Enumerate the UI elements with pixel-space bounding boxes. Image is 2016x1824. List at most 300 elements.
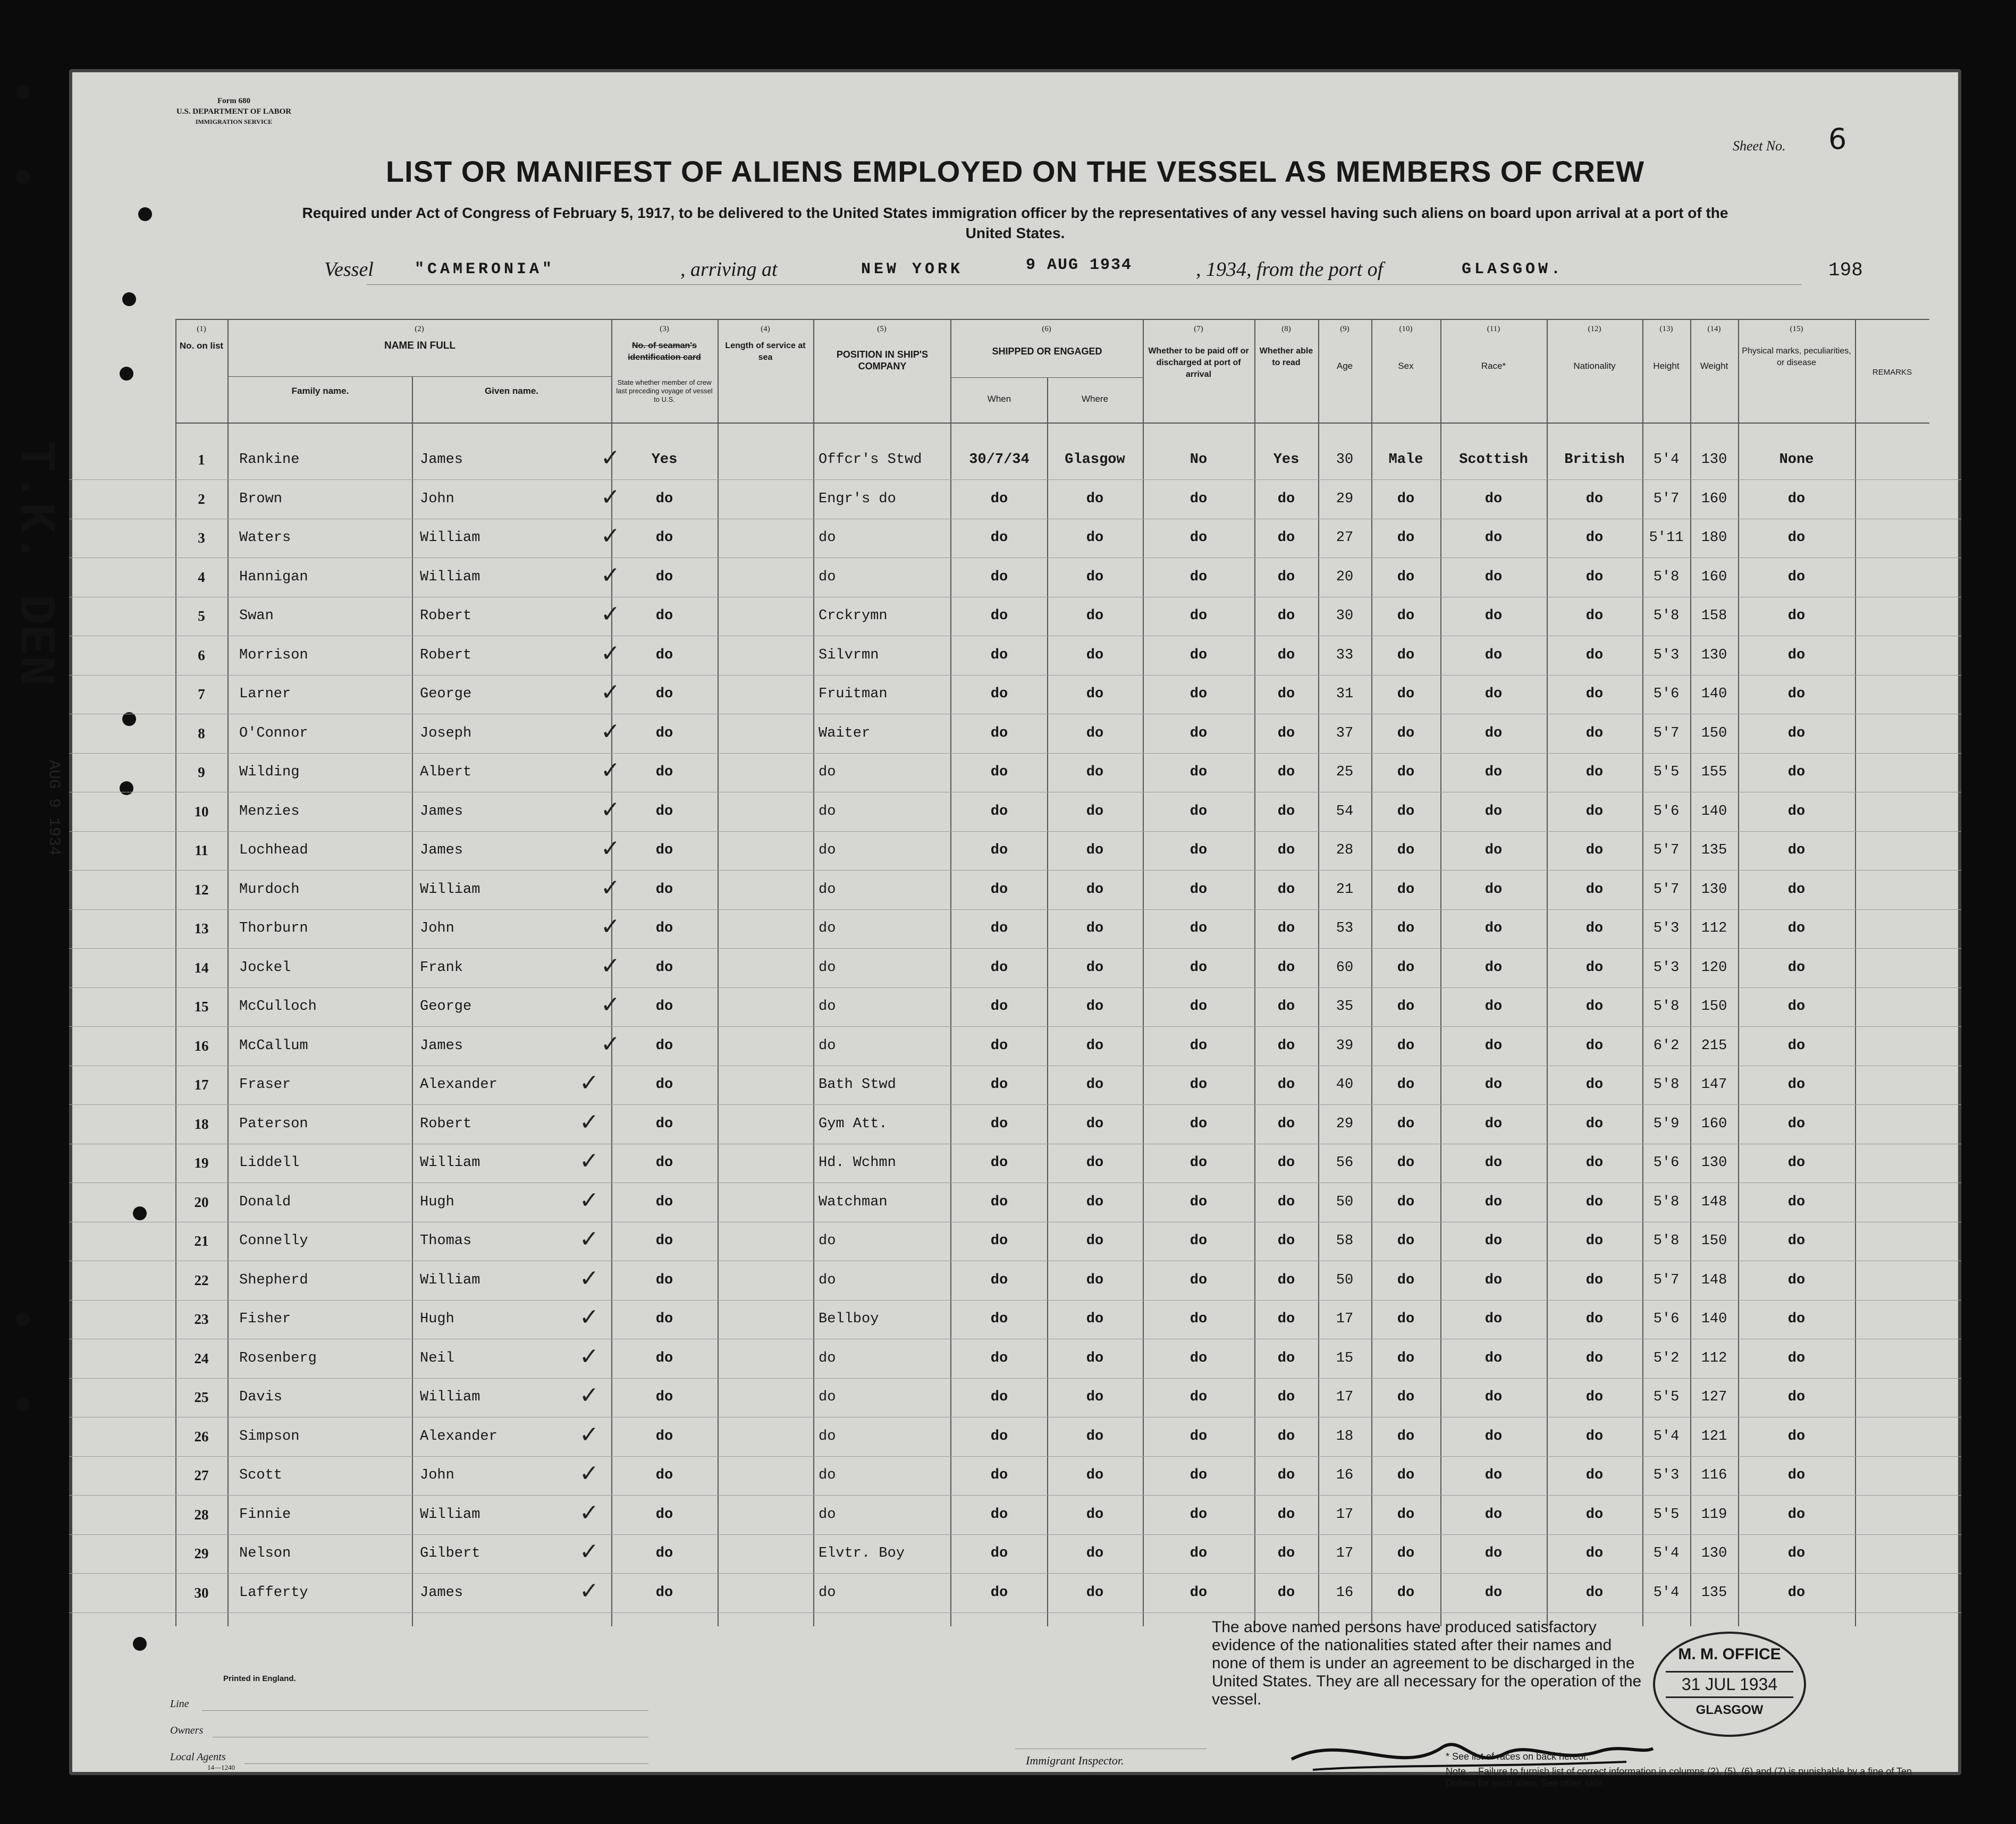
cell-height: 5'7 — [1653, 1272, 1680, 1288]
cell-race: do — [1484, 686, 1503, 702]
cell-race: do — [1484, 1077, 1503, 1093]
cell-race: do — [1484, 1506, 1503, 1523]
cell-race: do — [1484, 1233, 1503, 1249]
cell-position: Crckrymn — [819, 608, 888, 624]
cell-race: do — [1484, 608, 1503, 624]
cell-weight: 130 — [1701, 452, 1727, 468]
cell-member: do — [655, 1506, 673, 1523]
cell-position: do — [819, 842, 836, 858]
cell-paid: do — [1190, 725, 1208, 741]
cell-height: 5'3 — [1653, 921, 1680, 936]
cell-when: do — [990, 647, 1008, 663]
vessel-name: "CAMERONIA" — [415, 260, 555, 278]
cell-family: Lafferty — [239, 1584, 308, 1601]
cell-when: do — [990, 1077, 1008, 1093]
checkmark-icon: ✓ — [579, 1538, 599, 1565]
cell-family: Nelson — [239, 1546, 291, 1561]
cell-sex: do — [1397, 1233, 1415, 1249]
document-title: LIST OR MANIFEST OF ALIENS EMPLOYED ON THE VESSEL AS MEMBERS OF CREW — [385, 155, 1645, 188]
cell-paid: do — [1190, 1584, 1208, 1601]
cell-read: do — [1277, 1037, 1295, 1054]
checkmark-icon: ✓ — [579, 1577, 599, 1605]
cell-weight: 112 — [1701, 1350, 1727, 1366]
cell-family: Wilding — [239, 764, 300, 780]
cell-weight: 140 — [1701, 1311, 1727, 1327]
cell-family: Hannigan — [239, 569, 308, 585]
cell-read: do — [1277, 647, 1295, 663]
cell-read: do — [1277, 608, 1295, 624]
cell-nat: do — [1585, 803, 1604, 820]
cell-paid: do — [1190, 1116, 1208, 1132]
cell-where: do — [1086, 608, 1104, 624]
cell-sex: do — [1397, 1077, 1415, 1093]
cell-given: Hugh — [420, 1194, 454, 1210]
cell-given: William — [420, 530, 480, 546]
cell-given: Hugh — [420, 1311, 454, 1327]
cell-position: do — [819, 1584, 836, 1601]
cell-race: Scottish — [1459, 452, 1528, 468]
sheet-number: 6 — [1828, 122, 1847, 156]
cell-marks: do — [1787, 725, 1806, 741]
cell-read: do — [1277, 725, 1295, 741]
cell-age: 50 — [1336, 1194, 1354, 1210]
cell-family: Waters — [239, 530, 291, 546]
cell-sex: do — [1397, 842, 1415, 858]
cell-nat: do — [1585, 1155, 1604, 1171]
cell-member: do — [655, 1546, 673, 1561]
cell-when: do — [990, 842, 1008, 858]
cell-position: do — [819, 1233, 836, 1249]
stamp-date: 31 JUL 1934 — [1666, 1671, 1793, 1698]
cell-race: do — [1484, 725, 1503, 741]
cell-given: Thomas — [420, 1233, 472, 1249]
cell-nat: do — [1585, 1037, 1604, 1054]
cell-marks: do — [1787, 1428, 1806, 1445]
cell-weight: 127 — [1701, 1389, 1727, 1405]
cell-race: do — [1484, 1389, 1503, 1405]
cell-race: do — [1484, 881, 1503, 898]
checkmark-icon: ✓ — [601, 522, 620, 550]
row-rule — [69, 753, 1961, 754]
col-name-in-full: NAME IN FULL — [384, 340, 456, 351]
cell-paid: do — [1190, 1037, 1208, 1054]
cell-sex: do — [1397, 1194, 1415, 1210]
col-physical: Physical marks, peculiarities, or disease — [1742, 347, 1851, 367]
cell-read: do — [1277, 1116, 1295, 1132]
cell-given: William — [420, 569, 480, 585]
cell-where: do — [1086, 1428, 1104, 1445]
cell-family: Shepherd — [239, 1272, 308, 1288]
cell-marks: do — [1787, 1584, 1806, 1601]
checkmark-icon: ✓ — [601, 835, 620, 862]
col-where: Where — [1081, 394, 1109, 404]
cell-given: James — [420, 803, 463, 820]
cell-age: 17 — [1336, 1506, 1354, 1523]
binder-hole — [16, 1398, 30, 1412]
cell-nat: do — [1585, 999, 1604, 1015]
checkmark-icon: ✓ — [601, 796, 620, 823]
cell-weight: 121 — [1701, 1428, 1727, 1445]
cell-nat: do — [1585, 647, 1604, 663]
cell-read: do — [1277, 803, 1295, 820]
cell-nat: do — [1585, 1116, 1604, 1132]
cell-when: do — [990, 803, 1008, 820]
cell-height: 5'3 — [1653, 959, 1680, 976]
punch-hole — [120, 781, 133, 795]
cell-paid: do — [1190, 1077, 1208, 1093]
cell-age: 17 — [1336, 1311, 1354, 1327]
cell-age: 25 — [1336, 764, 1354, 780]
office-stamp — [1653, 1632, 1806, 1737]
cell-no: 14 — [194, 959, 209, 976]
cell-position: Watchman — [819, 1194, 888, 1210]
cell-age: 18 — [1336, 1428, 1354, 1445]
cell-position: Gym Att. — [819, 1116, 888, 1132]
cell-age: 53 — [1336, 921, 1354, 936]
cell-family: McCallum — [239, 1037, 308, 1054]
checkmark-icon: ✓ — [601, 874, 620, 901]
cell-given: Gilbert — [420, 1546, 480, 1561]
col-num: (2) — [415, 325, 424, 333]
row-rule — [69, 1026, 1961, 1027]
cell-sex: Male — [1388, 452, 1423, 468]
cell-paid: do — [1190, 569, 1208, 585]
cell-sex: do — [1397, 1155, 1415, 1171]
col-when: When — [987, 394, 1011, 404]
cell-read: do — [1277, 881, 1295, 898]
cell-height: 5'3 — [1653, 1467, 1680, 1483]
cell-height: 5'4 — [1653, 1584, 1680, 1601]
cell-no: 30 — [194, 1584, 209, 1601]
cell-height: 5'6 — [1653, 1311, 1680, 1327]
cell-race: do — [1484, 1194, 1503, 1210]
cell-race: do — [1484, 1037, 1503, 1054]
cell-no: 3 — [198, 530, 205, 546]
cell-sex: do — [1397, 959, 1415, 976]
cell-position: do — [819, 1037, 836, 1054]
checkmark-icon: ✓ — [601, 679, 620, 706]
cell-when: do — [990, 1506, 1008, 1523]
cell-where: do — [1086, 1389, 1104, 1405]
cell-read: do — [1277, 1233, 1295, 1249]
col-num: (12) — [1588, 325, 1601, 333]
col-num: (5) — [877, 325, 887, 333]
cell-paid: do — [1190, 1506, 1208, 1523]
departure-port: GLASGOW. — [1462, 260, 1564, 278]
cell-given: George — [420, 999, 472, 1015]
cell-height: 5'6 — [1653, 803, 1680, 820]
col-paid-off: Whether to be paid off or discharged at port of arrival — [1148, 347, 1249, 379]
cell-family: Connelly — [239, 1233, 308, 1249]
cell-weight: 150 — [1701, 725, 1727, 741]
col-weight: Weight — [1700, 361, 1728, 371]
cell-member: Yes — [651, 452, 678, 468]
cell-no: 20 — [194, 1194, 209, 1210]
cell-age: 20 — [1336, 569, 1354, 585]
cell-race: do — [1484, 959, 1503, 976]
cell-weight: 215 — [1701, 1037, 1727, 1054]
cell-read: do — [1277, 959, 1295, 976]
row-rule — [69, 1378, 1961, 1379]
cell-age: 40 — [1336, 1077, 1354, 1093]
cell-read: do — [1277, 1506, 1295, 1523]
binder-hole — [16, 170, 30, 184]
cell-race: do — [1484, 1546, 1503, 1561]
cell-where: do — [1086, 725, 1104, 741]
cell-age: 29 — [1336, 1116, 1354, 1132]
cell-height: 5'5 — [1653, 1506, 1680, 1523]
cell-position: do — [819, 921, 836, 936]
cell-position: Hd. Wchmn — [819, 1155, 896, 1171]
cell-race: do — [1484, 1155, 1503, 1171]
cell-marks: do — [1787, 803, 1806, 820]
cell-nat: do — [1585, 959, 1604, 976]
row-rule — [69, 1573, 1961, 1574]
cell-no: 24 — [194, 1350, 209, 1366]
cell-height: 5'8 — [1653, 1077, 1680, 1093]
cell-position: do — [819, 1350, 836, 1366]
cell-sex: do — [1397, 1311, 1415, 1327]
cell-no: 27 — [194, 1467, 209, 1483]
cell-position: do — [819, 1467, 836, 1483]
inspector-label: Immigrant Inspector. — [1026, 1754, 1124, 1767]
col-num: (1) — [197, 325, 206, 333]
col-given-name: Given name. — [484, 386, 539, 396]
cell-height: 5'8 — [1653, 999, 1680, 1015]
checkmark-icon: ✓ — [579, 1147, 599, 1175]
cell-sex: do — [1397, 1037, 1415, 1054]
cell-family: Murdoch — [239, 881, 300, 898]
cell-race: do — [1484, 1311, 1503, 1327]
checkmark-icon: ✓ — [579, 1108, 599, 1136]
cell-weight: 130 — [1701, 647, 1727, 663]
cell-nat: do — [1585, 491, 1604, 507]
row-rule — [69, 479, 1961, 480]
cell-where: do — [1086, 999, 1104, 1015]
cell-read: do — [1277, 530, 1295, 546]
year-label: , 1934, from the port of — [1196, 258, 1384, 281]
cell-age: 21 — [1336, 881, 1354, 898]
cell-sex: do — [1397, 1272, 1415, 1288]
cell-family: Jockel — [239, 959, 291, 976]
cell-sex: do — [1397, 764, 1415, 780]
checkmark-icon: ✓ — [579, 1499, 599, 1526]
cell-height: 5'7 — [1653, 491, 1680, 507]
cell-weight: 119 — [1701, 1506, 1727, 1523]
col-num: (6) — [1042, 325, 1051, 333]
cell-member: do — [655, 1584, 673, 1601]
cell-when: do — [990, 1233, 1008, 1249]
cell-family: Lochhead — [239, 842, 308, 858]
cell-position: Waiter — [819, 725, 871, 741]
cell-no: 23 — [194, 1311, 209, 1327]
col-num: (4) — [761, 325, 770, 333]
cell-no: 2 — [198, 491, 205, 507]
cell-weight: 158 — [1701, 608, 1727, 624]
cell-race: do — [1484, 569, 1503, 585]
cell-family: Menzies — [239, 803, 300, 820]
cell-when: do — [990, 569, 1008, 585]
col-nationality: Nationality — [1573, 361, 1616, 371]
cell-member: do — [655, 803, 673, 820]
cell-height: 5'5 — [1653, 764, 1680, 780]
col-shipped: SHIPPED OR ENGAGED — [992, 346, 1102, 357]
line-label: Line — [170, 1698, 189, 1710]
cell-member: do — [655, 1194, 673, 1210]
cell-marks: do — [1787, 1506, 1806, 1523]
cell-nat: do — [1585, 1467, 1604, 1483]
cell-given: Alexander — [420, 1077, 497, 1093]
cell-weight: 150 — [1701, 999, 1727, 1015]
cell-position: do — [819, 1272, 836, 1288]
cell-when: do — [990, 1155, 1008, 1171]
cell-age: 16 — [1336, 1584, 1354, 1601]
cell-age: 50 — [1336, 1272, 1354, 1288]
checkmark-icon: ✓ — [601, 991, 620, 1018]
cell-marks: do — [1787, 921, 1806, 936]
cell-sex: do — [1397, 999, 1415, 1015]
cell-read: do — [1277, 764, 1295, 780]
cell-member: do — [655, 491, 673, 507]
cell-sex: do — [1397, 686, 1415, 702]
cell-where: Glasgow — [1065, 452, 1125, 468]
cell-no: 7 — [198, 686, 205, 702]
cell-read: do — [1277, 1350, 1295, 1366]
cell-member: do — [655, 608, 673, 624]
col-num: (14) — [1707, 325, 1721, 333]
cell-family: Paterson — [239, 1116, 308, 1132]
cell-age: 16 — [1336, 1467, 1354, 1483]
cell-given: Neil — [420, 1350, 454, 1366]
cell-weight: 140 — [1701, 803, 1727, 820]
col-sex: Sex — [1398, 361, 1414, 371]
cell-marks: do — [1787, 1077, 1806, 1093]
cell-when: do — [990, 881, 1008, 898]
cell-marks: do — [1787, 764, 1806, 780]
cell-nat: do — [1585, 1272, 1604, 1288]
service: IMMIGRATION SERVICE — [195, 118, 273, 125]
cell-family: Rankine — [239, 452, 300, 468]
printed-in: Printed in England. — [223, 1674, 296, 1683]
cell-sex: do — [1397, 1428, 1415, 1445]
checkmark-icon: ✓ — [601, 952, 620, 979]
cell-nat: do — [1585, 686, 1604, 702]
cell-read: do — [1277, 842, 1295, 858]
cell-read: do — [1277, 1194, 1295, 1210]
cell-height: 5'4 — [1653, 1546, 1680, 1561]
cell-family: Davis — [239, 1389, 283, 1405]
cell-sex: do — [1397, 725, 1415, 741]
cell-height: 5'6 — [1653, 1155, 1680, 1171]
cell-family: Thorburn — [239, 921, 308, 936]
cell-age: 27 — [1336, 530, 1354, 546]
cell-read: do — [1277, 569, 1295, 585]
cell-paid: do — [1190, 686, 1208, 702]
cell-nat: do — [1585, 881, 1604, 898]
cell-when: do — [990, 999, 1008, 1015]
cell-family: Liddell — [239, 1155, 300, 1171]
cell-given: William — [420, 1506, 480, 1523]
cell-marks: do — [1787, 530, 1806, 546]
cell-nat: do — [1585, 530, 1604, 546]
cell-nat: do — [1585, 764, 1604, 780]
cell-member: do — [655, 1077, 673, 1093]
cell-given: Frank — [420, 959, 463, 976]
cell-marks: None — [1779, 452, 1814, 468]
cell-position: do — [819, 1506, 836, 1523]
cell-read: do — [1277, 1272, 1295, 1288]
cell-nat: do — [1585, 725, 1604, 741]
cell-family: Brown — [239, 491, 283, 507]
checkmark-icon: ✓ — [601, 639, 620, 667]
cell-height: 5'6 — [1653, 686, 1680, 702]
cell-marks: do — [1787, 569, 1806, 585]
cell-paid: do — [1190, 764, 1208, 780]
cell-age: 39 — [1336, 1037, 1354, 1054]
cell-where: do — [1086, 1272, 1104, 1288]
cell-race: do — [1484, 999, 1503, 1015]
checkmark-icon: ✓ — [601, 444, 620, 471]
cell-age: 60 — [1336, 959, 1354, 976]
cell-race: do — [1484, 1272, 1503, 1288]
cell-paid: do — [1190, 1155, 1208, 1171]
cell-where: do — [1086, 1037, 1104, 1054]
col-num: (13) — [1659, 325, 1673, 333]
cell-height: 5'11 — [1649, 530, 1684, 546]
cell-member: do — [655, 1467, 673, 1483]
checkmark-icon: ✓ — [601, 601, 620, 628]
checkmark-icon: ✓ — [601, 913, 620, 940]
row-rule — [69, 1612, 1961, 1613]
cell-paid: do — [1190, 1233, 1208, 1249]
cell-marks: do — [1787, 1194, 1806, 1210]
margin-stamp — [6, 441, 64, 686]
cell-no: 18 — [194, 1116, 209, 1132]
cell-age: 33 — [1336, 647, 1354, 663]
checkmark-icon: ✓ — [579, 1382, 599, 1409]
cell-height: 5'7 — [1653, 881, 1680, 898]
vessel-label: Vessel — [324, 258, 374, 281]
cell-nat: do — [1585, 1584, 1604, 1601]
cell-weight: 130 — [1701, 1155, 1727, 1171]
cell-weight: 155 — [1701, 764, 1727, 780]
cell-member: do — [655, 999, 673, 1015]
cell-given: Robert — [420, 608, 472, 624]
cell-age: 30 — [1336, 608, 1354, 624]
cell-sex: do — [1397, 569, 1415, 585]
cell-height: 5'8 — [1653, 608, 1680, 624]
cell-member: do — [655, 1350, 673, 1366]
cell-given: William — [420, 1155, 480, 1171]
cell-paid: do — [1190, 491, 1208, 507]
cell-when: do — [990, 1584, 1008, 1601]
cell-paid: do — [1190, 803, 1208, 820]
cell-given: William — [420, 1272, 480, 1288]
cell-marks: do — [1787, 1546, 1806, 1561]
cell-member: do — [655, 842, 673, 858]
agents-code: 14—1240 — [207, 1763, 235, 1771]
punch-hole — [120, 367, 133, 381]
cell-member: do — [655, 1037, 673, 1054]
cell-paid: do — [1190, 1194, 1208, 1210]
cell-weight: 180 — [1701, 530, 1727, 546]
cell-when: do — [990, 1194, 1008, 1210]
col-seaman-card: No. of seaman's identification card — [628, 341, 701, 362]
checkmark-icon: ✓ — [579, 1264, 599, 1292]
cell-position: do — [819, 999, 836, 1015]
cell-read: do — [1277, 1428, 1295, 1445]
cell-read: do — [1277, 921, 1295, 936]
